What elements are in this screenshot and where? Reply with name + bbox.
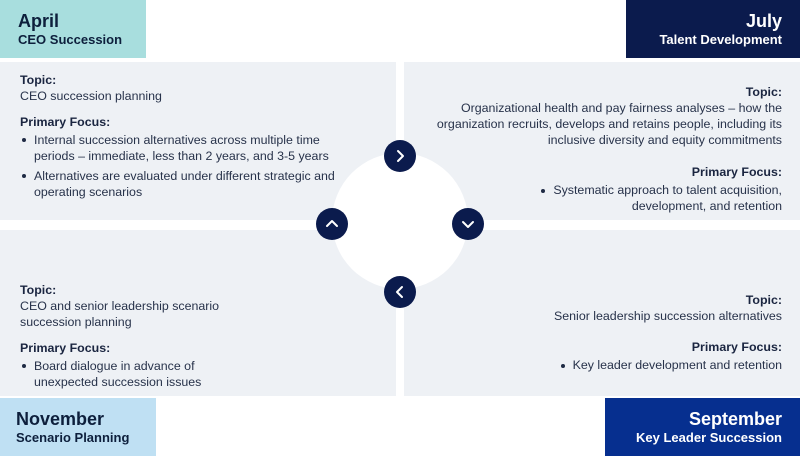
april-topic-label: Topic: xyxy=(20,73,57,87)
november-topic-label: Topic: xyxy=(20,283,57,297)
april-focus-item: Internal succession alternatives across multiple time periods – immediate, less than 2 years, and 3-5 years xyxy=(20,132,350,164)
september-topic-label: Topic: xyxy=(745,293,782,307)
april-subtitle: CEO Succession xyxy=(18,32,123,47)
cycle-center-circle xyxy=(332,153,468,289)
july-subtitle: Talent Development xyxy=(659,32,782,47)
september-label xyxy=(605,398,800,456)
chevron-left-icon xyxy=(384,276,416,308)
november-label xyxy=(0,398,156,456)
april-month: April xyxy=(18,11,60,31)
july-topic-block xyxy=(430,84,782,148)
november-topic: CEO and senior leadership scenario succession planning xyxy=(20,299,220,329)
april-topic: CEO succession planning xyxy=(20,89,162,103)
september-subtitle: Key Leader Succession xyxy=(636,430,782,445)
september-topic-block xyxy=(500,292,782,324)
april-focus-label: Primary Focus: xyxy=(20,115,111,129)
september-focus-block xyxy=(500,339,782,377)
september-topic: Senior leadership succession alternatives xyxy=(554,309,782,323)
november-subtitle: Scenario Planning xyxy=(16,430,130,445)
july-focus-label: Primary Focus: xyxy=(691,165,782,179)
september-focus-item: Key leader development and retention xyxy=(500,357,782,373)
november-topic-block xyxy=(20,282,250,330)
november-focus-block xyxy=(20,340,240,394)
september-focus-label: Primary Focus: xyxy=(691,340,782,354)
april-label xyxy=(0,0,146,58)
april-topic-block xyxy=(20,72,320,104)
november-month: November xyxy=(16,409,105,429)
july-topic-label: Topic: xyxy=(745,85,782,99)
july-topic: Organizational health and pay fairness analyses – how the organization recruits, develops and retains people, including its inclusive diversity and equity commitments xyxy=(436,101,782,147)
july-focus-item: Systematic approach to talent acquisition, development, and retention xyxy=(510,182,782,214)
chevron-up-icon xyxy=(316,208,348,240)
july-focus-block xyxy=(510,164,782,218)
july-month: July xyxy=(745,11,782,31)
april-focus-item: Alternatives are evaluated under different strategic and operating scenarios xyxy=(20,168,350,200)
april-focus-block xyxy=(20,114,350,204)
chevron-right-icon xyxy=(384,140,416,172)
chevron-down-icon xyxy=(452,208,484,240)
november-focus-label: Primary Focus: xyxy=(20,341,111,355)
november-focus-item: Board dialogue in advance of unexpected succession issues xyxy=(20,358,240,390)
july-label xyxy=(626,0,800,58)
september-month: September xyxy=(688,409,782,429)
